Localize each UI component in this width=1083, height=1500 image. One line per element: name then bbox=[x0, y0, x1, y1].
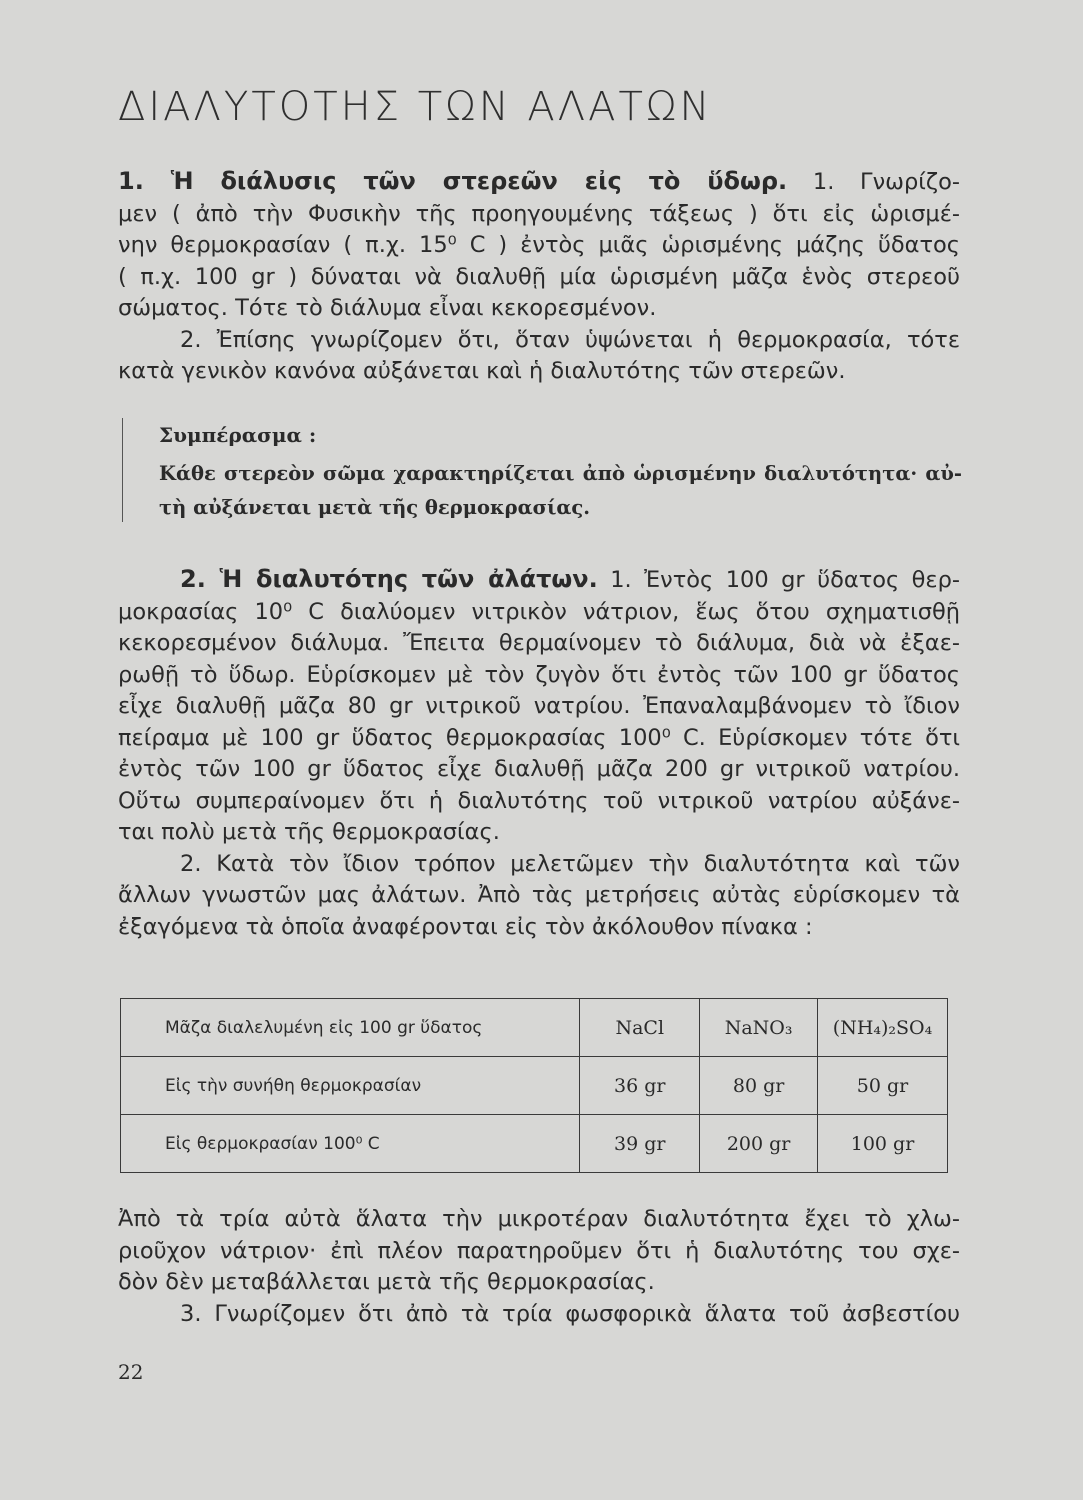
paragraph-line: νην θερμοκρασίαν ( π.χ. 15⁰ C ) ἐντὸς μιᾶς ὡρισμένης μάζης ὕδατος bbox=[118, 232, 960, 258]
paragraph-line: 3. Γνωρίζομεν ὅτι ἀπὸ τὰ τρία φωσφορικὰ ἅλατα τοῦ ἀσβεστίου bbox=[180, 1300, 960, 1327]
paragraph-line: πείραμα μὲ 100 gr ὕδατος θερμοκρασίας 100⁰ C. Εὑρίσκομεν τότε ὅτι bbox=[118, 724, 960, 751]
table-header-cell: NaCl bbox=[580, 999, 700, 1057]
closing-paragraph bbox=[118, 1204, 960, 1330]
section-1-heading: 1. Ἡ διάλυσις τῶν στερεῶν εἰς τὸ ὕδωρ. bbox=[118, 167, 788, 195]
paragraph-line: κεκορεσμένον διάλυμα. Ἔπειτα θερμαίνομεν τὸ διάλυμα, διὰ νὰ ἐξαε- bbox=[118, 630, 960, 656]
paragraph-line: ἄλλων γνωστῶν μας ἀλάτων. Ἀπὸ τὰς μετρήσεις αὐτὰς εὑρίσκομεν τὰ bbox=[118, 882, 960, 908]
table-cell: Εἰς τὴν συνήθη θερμοκρασίαν bbox=[121, 1057, 580, 1115]
table-cell: 36 gr bbox=[580, 1057, 700, 1115]
table-cell: Εἰς θερμοκρασίαν 100⁰ C bbox=[121, 1115, 580, 1173]
section-2-first-line bbox=[118, 564, 960, 597]
paragraph-line: κατὰ γενικὸν κανόνα αὐξάνεται καὶ ἡ διαλυτότης τῶν στερεῶν. bbox=[118, 358, 846, 384]
page-number: 22 bbox=[118, 1360, 144, 1384]
section-2-heading: 2. Ἡ διαλυτότης τῶν ἀλάτων. bbox=[180, 565, 598, 593]
conclusion-label: Συμπέρασμα : bbox=[159, 423, 317, 447]
table-cell: 39 gr bbox=[580, 1115, 700, 1173]
section-2 bbox=[118, 564, 960, 943]
paragraph-line: ( π.χ. 100 gr ) δύναται νὰ διαλυθῇ μία ὡρισμένη μᾶζα ἑνὸς στερεοῦ bbox=[118, 263, 960, 290]
section-1 bbox=[118, 166, 960, 388]
paragraph-line: 2. Ἐπίσης γνωρίζομεν ὅτι, ὅταν ὑψώνεται ἡ θερμοκρασία, τότε bbox=[180, 326, 960, 353]
table-header-cell: NaNO₃ bbox=[700, 999, 818, 1057]
paragraph-line: μοκρασίας 10⁰ C διαλύομεν νιτρικὸν νάτριον, ἕως ὅτου σχηματισθῇ bbox=[118, 598, 960, 625]
table-cell: 200 gr bbox=[700, 1115, 818, 1173]
paragraph-line: Ἀπὸ τὰ τρία αὐτὰ ἅλατα τὴν μικροτέραν διαλυτότητα ἔχει τὸ χλω- bbox=[118, 1206, 960, 1232]
paragraph-line: δὸν δὲν μεταβάλλεται μετὰ τῆς θερμοκρασίας. bbox=[118, 1269, 655, 1295]
conclusion-text: Κάθε στερεὸν σῶμα χαρακτηρίζεται ἀπὸ ὡρισμένην διαλυτότητα· αὐ- bbox=[159, 462, 962, 485]
solubility-table bbox=[120, 998, 948, 1173]
paragraph-line: εἶχε διαλυθῇ μᾶζα 80 gr νιτρικοῦ νατρίου. Ἐπαναλαμβάνομεν τὸ ἴδιον bbox=[118, 693, 960, 719]
table-cell: 100 gr bbox=[818, 1115, 948, 1173]
paragraph-line: ριοῦχον νάτριον· ἐπὶ πλέον παρατηροῦμεν ὅτι ἡ διαλυτότης του σχε- bbox=[118, 1237, 960, 1264]
page-title: ΔΙΑΛΥΤΟΤΗΣ ΤΩΝ ΑΛΑΤΩΝ bbox=[118, 84, 713, 130]
table-cell: 80 gr bbox=[700, 1057, 818, 1115]
section-1-first-line bbox=[118, 166, 960, 199]
conclusion-box bbox=[122, 418, 962, 522]
table-cell: 50 gr bbox=[818, 1057, 948, 1115]
paragraph-line: σώματος. Τότε τὸ διάλυμα εἶναι κεκορεσμένον. bbox=[118, 295, 657, 321]
paragraph-line: μεν ( ἀπὸ τὴν Φυσικὴν τῆς προηγουμένης τάξεως ) ὅτι εἰς ὡρισμέ- bbox=[118, 200, 960, 227]
paragraph-line: 1. Γνωρίζο- bbox=[812, 169, 961, 195]
paragraph-line: ται πολὺ μετὰ τῆς θερμοκρασίας. bbox=[118, 819, 500, 845]
table-row bbox=[121, 1057, 948, 1115]
paragraph-line: ἐξαγόμενα τὰ ὁποῖα ἀναφέρονται εἰς τὸν ἀκόλουθον πίνακα : bbox=[118, 913, 813, 940]
table-header-cell: Μᾶζα διαλελυμένη εἰς 100 gr ὕδατος bbox=[121, 999, 580, 1057]
paragraph-line: 1. Ἐντὸς 100 gr ὕδατος θερ- bbox=[610, 567, 960, 593]
paragraph-line: Οὕτω συμπεραίνομεν ὅτι ἡ διαλυτότης τοῦ νιτρικοῦ νατρίου αὐξάνε- bbox=[118, 787, 960, 814]
table-header-row bbox=[121, 999, 948, 1057]
paragraph-line: ἐντὸς τῶν 100 gr ὕδατος εἶχε διαλυθῇ μᾶζα 200 gr νιτρικοῦ νατρίου. bbox=[118, 756, 960, 782]
table-header-cell: (NH₄)₂SO₄ bbox=[818, 999, 948, 1057]
table-row bbox=[121, 1115, 948, 1173]
conclusion-text: τὴ αὐξάνεται μετὰ τῆς θερμοκρασίας. bbox=[159, 496, 591, 519]
paragraph-line: 2. Κατὰ τὸν ἴδιον τρόπον μελετῶμεν τὴν διαλυτότητα καὶ τῶν bbox=[180, 850, 960, 877]
paragraph-line: ρωθῇ τὸ ὕδωρ. Εὑρίσκομεν μὲ τὸν ζυγὸν ὅτι ἐντὸς τῶν 100 gr ὕδατος bbox=[118, 661, 960, 688]
